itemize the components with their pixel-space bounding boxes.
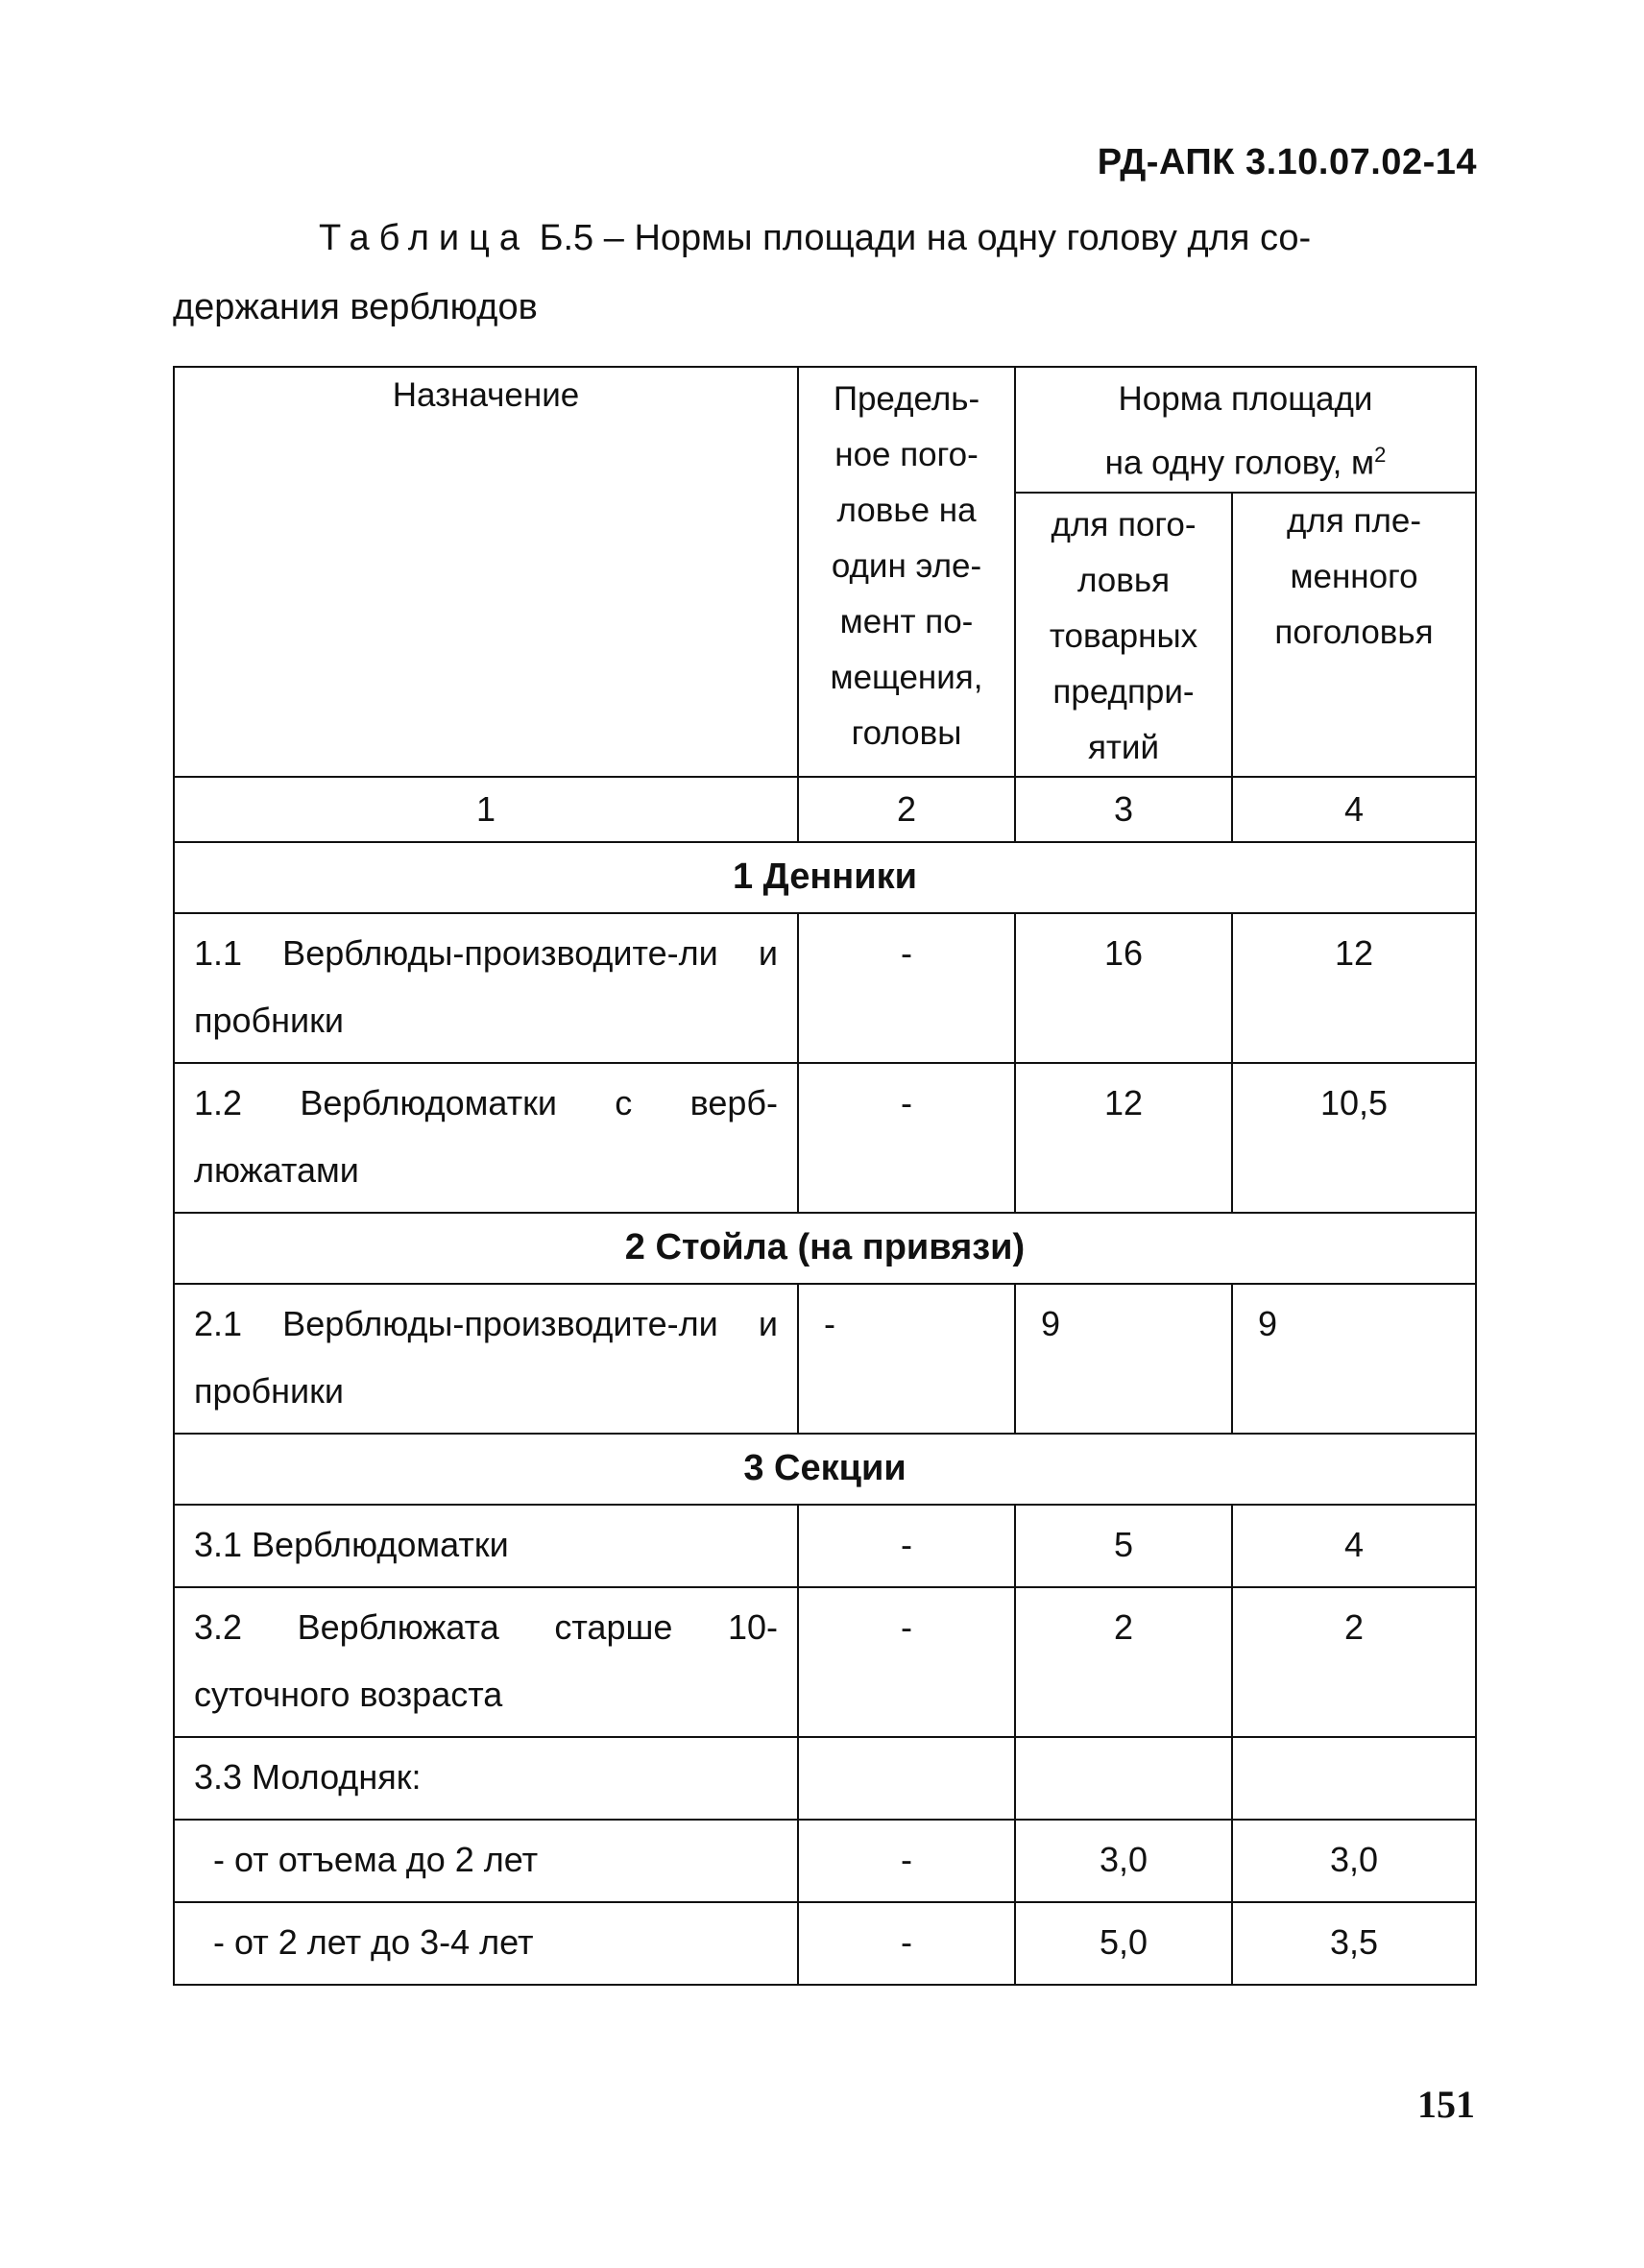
table-row (174, 1737, 1476, 1820)
table-caption (173, 204, 1479, 342)
section-title: 1 Денники (174, 842, 1476, 913)
header-breeding-line: поголовья (1274, 613, 1434, 651)
header-norm-line: на одну голову, м (1104, 444, 1375, 482)
section-title: 3 Секции (174, 1434, 1476, 1505)
row-name: 1.1 Верблюды-производите-ли и пробники (174, 913, 798, 1063)
row-commercial: 3,0 (1015, 1820, 1232, 1902)
header-breeding (1232, 493, 1476, 777)
table-row (174, 1505, 1476, 1587)
header-purpose: Назначение (174, 367, 798, 777)
row-breeding: 12 (1232, 913, 1476, 1063)
column-number: 4 (1232, 777, 1476, 842)
row-limit (798, 1737, 1015, 1820)
table-row (174, 1820, 1476, 1902)
header-commercial (1015, 493, 1232, 777)
header-limit (798, 367, 1015, 777)
row-breeding: 10,5 (1232, 1063, 1476, 1213)
row-limit: - (798, 1505, 1015, 1587)
header-limit-line: головы (851, 714, 962, 752)
row-limit: - (798, 1820, 1015, 1902)
caption-text-continued: держания верблюдов (173, 287, 538, 327)
header-limit-line: мещения, (830, 659, 983, 696)
header-norm-unit-sup: 2 (1374, 443, 1387, 467)
page-number: 151 (1417, 2083, 1475, 2126)
row-commercial: 5,0 (1015, 1902, 1232, 1985)
row-commercial: 9 (1015, 1284, 1232, 1434)
row-limit: - (798, 1284, 1015, 1434)
row-name: 2.1 Верблюды-производите-ли и пробники (174, 1284, 798, 1434)
header-norm-group (1015, 367, 1476, 493)
column-number: 3 (1015, 777, 1232, 842)
column-number: 2 (798, 777, 1015, 842)
row-name: - от 2 лет до 3-4 лет (174, 1902, 798, 1985)
header-commercial-line: для пого- (1051, 505, 1197, 543)
header-commercial-line: ятий (1087, 728, 1160, 766)
table-row (174, 1063, 1476, 1213)
section-title: 2 Стойла (на привязи) (174, 1213, 1476, 1284)
caption-label: Таблица (319, 218, 529, 258)
header-breeding-line: менного (1290, 557, 1418, 595)
row-limit: - (798, 1063, 1015, 1213)
table-row (174, 1284, 1476, 1434)
caption-text: Б.5 – Нормы площади на одну голову для со- (539, 218, 1312, 258)
row-limit: - (798, 1902, 1015, 1985)
row-name: 3.2 Верблюжата старше 10-суточного возраста (174, 1587, 798, 1737)
row-commercial: 12 (1015, 1063, 1232, 1213)
row-commercial: 16 (1015, 913, 1232, 1063)
row-commercial: 2 (1015, 1587, 1232, 1737)
row-name: 3.3 Молодняк: (174, 1737, 798, 1820)
header-breeding-line: для пле- (1286, 501, 1422, 540)
header-commercial-line: предпри- (1052, 672, 1195, 711)
header-norm-line: Норма площади (1118, 380, 1373, 418)
row-breeding: 4 (1232, 1505, 1476, 1587)
row-breeding: 3,5 (1232, 1902, 1476, 1985)
header-limit-line: Предель- (833, 380, 980, 418)
row-breeding: 3,0 (1232, 1820, 1476, 1902)
header-commercial-line: ловья (1076, 561, 1171, 599)
table-row (174, 1587, 1476, 1737)
row-breeding (1232, 1737, 1476, 1820)
row-commercial: 5 (1015, 1505, 1232, 1587)
row-name: - от отъема до 2 лет (174, 1820, 798, 1902)
row-limit: - (798, 1587, 1015, 1737)
header-limit-line: ловье на (836, 492, 977, 529)
header-limit-line: ное пого- (834, 436, 979, 473)
norms-table (173, 366, 1477, 1986)
table-row (174, 1902, 1476, 1985)
column-number: 1 (174, 777, 798, 842)
header-commercial-line: товарных (1049, 616, 1198, 655)
row-breeding: 2 (1232, 1587, 1476, 1737)
row-commercial (1015, 1737, 1232, 1820)
row-breeding: 9 (1232, 1284, 1476, 1434)
header-limit-line: мент по- (839, 603, 974, 640)
header-limit-line: один эле- (831, 547, 982, 585)
row-limit: - (798, 913, 1015, 1063)
table-row (174, 913, 1476, 1063)
row-name: 3.1 Верблюдоматки (174, 1505, 798, 1587)
row-name: 1.2 Верблюдоматки с верб-люжатами (174, 1063, 798, 1213)
document-code: РД-АПК 3.10.07.02-14 (1097, 142, 1477, 182)
